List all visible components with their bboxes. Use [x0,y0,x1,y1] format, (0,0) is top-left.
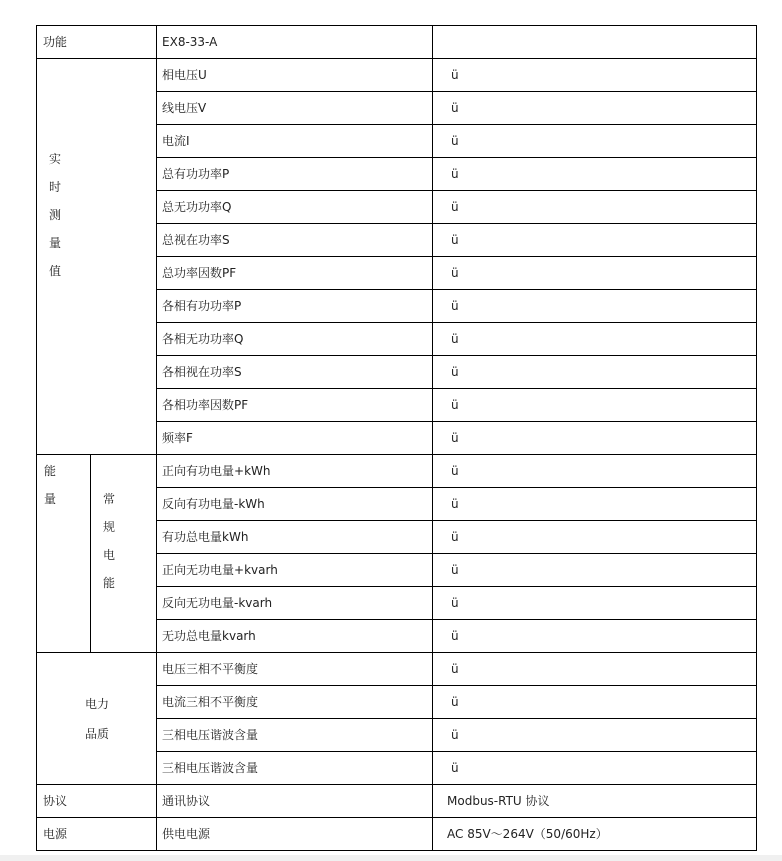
row-item: 无功总电量kvarh [157,620,433,653]
group-char: 量 [48,236,61,250]
row-item: 三相电压谐波含量 [157,752,433,785]
row-item: 总视在功率S [157,224,433,257]
check-mark: ü [433,191,757,224]
group-line: 电力 [85,696,110,711]
power-label: 电源 [37,818,157,851]
check-mark: ü [433,389,757,422]
group-char: 实 [48,152,61,166]
row-item: 正向无功电量+kvarh [157,554,433,587]
header-function: 功能 [37,26,157,59]
check-mark: ü [433,356,757,389]
power-value: AC 85V～264V（50/60Hz） [433,818,757,851]
table-row [37,455,757,488]
group-power-quality [37,653,157,785]
check-mark: ü [433,323,757,356]
header-empty [433,26,757,59]
group-char: 值 [48,264,61,278]
spec-table [36,25,757,851]
check-mark: ü [433,59,757,92]
check-mark: ü [433,158,757,191]
row-item: 各相无功功率Q [157,323,433,356]
group-realtime [37,59,157,455]
row-item: 有功总电量kWh [157,521,433,554]
page-bottom-band [0,855,782,861]
group-char: 时 [48,180,61,194]
table-header-row [37,26,757,59]
protocol-label: 协议 [37,785,157,818]
row-item: 总无功功率Q [157,191,433,224]
row-item: 频率F [157,422,433,455]
check-mark: ü [433,290,757,323]
check-mark: ü [433,554,757,587]
header-model: EX8-33-A [157,26,433,59]
protocol-value: Modbus-RTU 协议 [433,785,757,818]
check-mark: ü [433,455,757,488]
row-item: 正向有功电量+kWh [157,455,433,488]
protocol-item: 通讯协议 [157,785,433,818]
check-mark: ü [433,719,757,752]
power-item: 供电电源 [157,818,433,851]
table-row-power [37,818,757,851]
row-item: 各相视在功率S [157,356,433,389]
group-char: 规 [102,520,115,534]
check-mark: ü [433,620,757,653]
row-item: 总有功功率P [157,158,433,191]
group-char: 能 [102,576,115,590]
check-mark: ü [433,257,757,290]
group-energy-sub [91,455,157,653]
check-mark: ü [433,587,757,620]
check-mark: ü [433,653,757,686]
group-char: 测 [48,208,61,222]
row-item: 相电压U [157,59,433,92]
row-item: 总功率因数PF [157,257,433,290]
check-mark: ü [433,686,757,719]
check-mark: ü [433,752,757,785]
group-char: 量 [43,492,56,506]
row-item: 线电压V [157,92,433,125]
row-item: 反向无功电量-kvarh [157,587,433,620]
check-mark: ü [433,125,757,158]
check-mark: ü [433,224,757,257]
check-mark: ü [433,422,757,455]
check-mark: ü [433,488,757,521]
row-item: 电流三相不平衡度 [157,686,433,719]
table-row [37,59,757,92]
row-item: 电流I [157,125,433,158]
check-mark: ü [433,92,757,125]
row-item: 各相有功功率P [157,290,433,323]
row-item: 电压三相不平衡度 [157,653,433,686]
row-item: 各相功率因数PF [157,389,433,422]
group-energy [37,455,91,653]
table-row [37,653,757,686]
row-item: 三相电压谐波含量 [157,719,433,752]
group-char: 电 [102,548,115,562]
table-row-protocol [37,785,757,818]
group-char: 常 [102,492,115,506]
group-line: 品质 [85,726,110,741]
check-mark: ü [433,521,757,554]
row-item: 反向有功电量-kWh [157,488,433,521]
group-char: 能 [43,464,56,478]
